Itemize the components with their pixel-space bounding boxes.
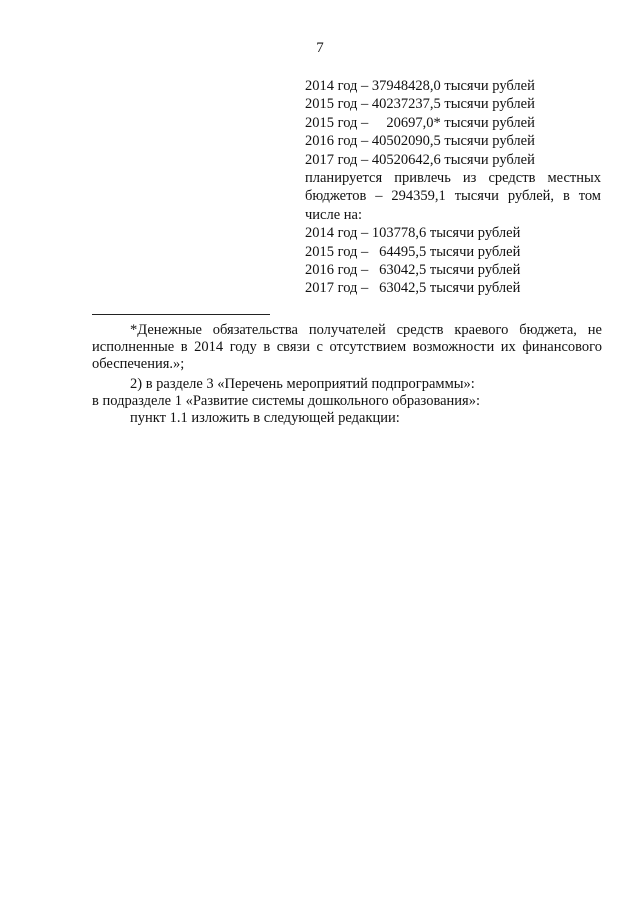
paragraph-point: пункт 1.1 изложить в следующей редакции:: [130, 410, 400, 427]
local-line-2014: 2014 год – 103778,6 тысячи рублей: [305, 225, 521, 242]
funding-block: [305, 77, 601, 298]
local-line-2017: 2017 год – 63042,5 тысячи рублей: [305, 280, 521, 297]
funding-line-2014: 2014 год – 37948428,0 тысячи рублей: [305, 78, 535, 94]
funding-line-2015: 2015 год – 40237237,5 тысячи рублей: [305, 96, 535, 113]
funding-line-2016: 2016 год – 40502090,5 тысячи рублей: [305, 133, 535, 150]
local-budgets-text: планируется привлечь из средств местных бюджетов – 294359,1 тысячи рублей, в том числе на:: [305, 170, 601, 223]
local-line-2015: 2015 год – 64495,5 тысячи рублей: [305, 243, 521, 260]
footnote: *Денежные обязательства получателей средств краевого бюджета, не исполненные в 2014 году в связи с отсутствием возможности их финансового обеспечения.»;: [92, 322, 602, 373]
page-number: 7: [316, 40, 324, 56]
paragraph-item-2: 2) в разделе 3 «Перечень мероприятий подпрограммы»:: [130, 375, 475, 392]
funding-line-2015-obligations: 2015 год – 20697,0* тысячи рублей: [305, 114, 535, 131]
body-text: [92, 322, 602, 427]
funding-line-2017: 2017 год – 40520642,6 тысячи рублей: [305, 151, 535, 168]
footnote-divider: [92, 314, 270, 315]
paragraph-subsection: в подразделе 1 «Развитие системы дошкольного образования»:: [92, 392, 481, 409]
local-line-2016: 2016 год – 63042,5 тысячи рублей: [305, 262, 521, 279]
